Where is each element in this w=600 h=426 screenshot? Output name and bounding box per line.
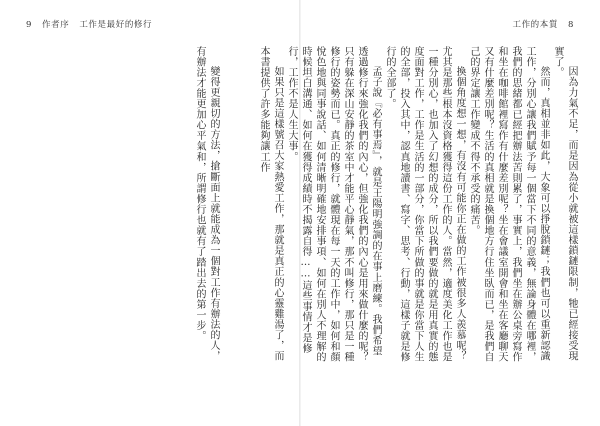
right-paragraph: 換個角度想一想，有沒有可能你正在做的工作被很多人羨慕呢？尤其是那些根本沒資格獲得這份工作的人。當然，適度美化工作也是一種分別心，也加入了幻想的成分，所以我們要做的就是用真實的態度面對工作，工作是生活的一部分，你當下所做的事就是你當下人生的全部，投入其中，認真地讀書、寫字、思考、行動，這樣子就是修行的全部了。 xyxy=(384,46,465,363)
left-page-number: 9 xyxy=(26,20,33,30)
left-paragraph: 變得更親切的方法，搶斷面上就能成為一個對工作有辦法的人，有辦法才能更加心平氣和，所謂修行也就有了踏出去的第一步。 xyxy=(194,46,219,362)
left-running-header xyxy=(26,18,152,30)
right-body-text xyxy=(258,46,578,366)
right-paragraph: 孟子說『必有事焉』，就是王陽明強調的在事上磨練。我們希望透過修行來強化我們的內心，但強化我們的內心是用來做什麼的呢？只有躲在深山安靜的茶室中才能平心靜氣，那不叫修行，那只是一種修行的姿勢而已。真正的修行，就體現在每一天的工作中，如何和顏悅色地與同事說話、如何清晰明確地安排事項、如何在別人不理解的時候坦白溝通、如何在獲得成績時不揭露自得……這些事情才是修行，工作不是人生大事。 xyxy=(286,46,381,363)
right-paragraph: 然而，真相並非如此，大象可以掙脫鎖鏈；我們也可以重新認識工作，分別心讓我們賦予每一個當下不同的意義，無論身體在哪裡，我們的思緒都已經把辦法苦則累了，事實上，我們坐在辦公桌旁寫作和坐在咖啡館裡寫作有什麼差別呢？坐在會議室開會和坐在客廳聊天又有什麼差別呢？生活的真相就是換個地方行住坐臥而已，是我們自己的界定讓工作變成不得不承受的痛苦。 xyxy=(468,46,549,363)
left-header-section: 作者序 xyxy=(42,20,70,30)
right-page xyxy=(258,0,600,426)
right-header-title: 工作的本質 xyxy=(512,20,558,30)
left-body-text xyxy=(100,46,220,366)
left-header-title: 工作是最好的修行 xyxy=(79,20,153,30)
right-page-number: 8 xyxy=(567,20,574,30)
right-paragraph: 因為力氣不足，而是因為從小就被這樣鎖鏈限制，牠已經接受現實了。 xyxy=(552,46,577,362)
right-paragraph: 如果只是這樣號召大家熱愛工作，那就是真正的心靈雞湯了，而本書提供了許多能夠讓工作 xyxy=(258,46,283,362)
right-running-header xyxy=(512,18,574,30)
